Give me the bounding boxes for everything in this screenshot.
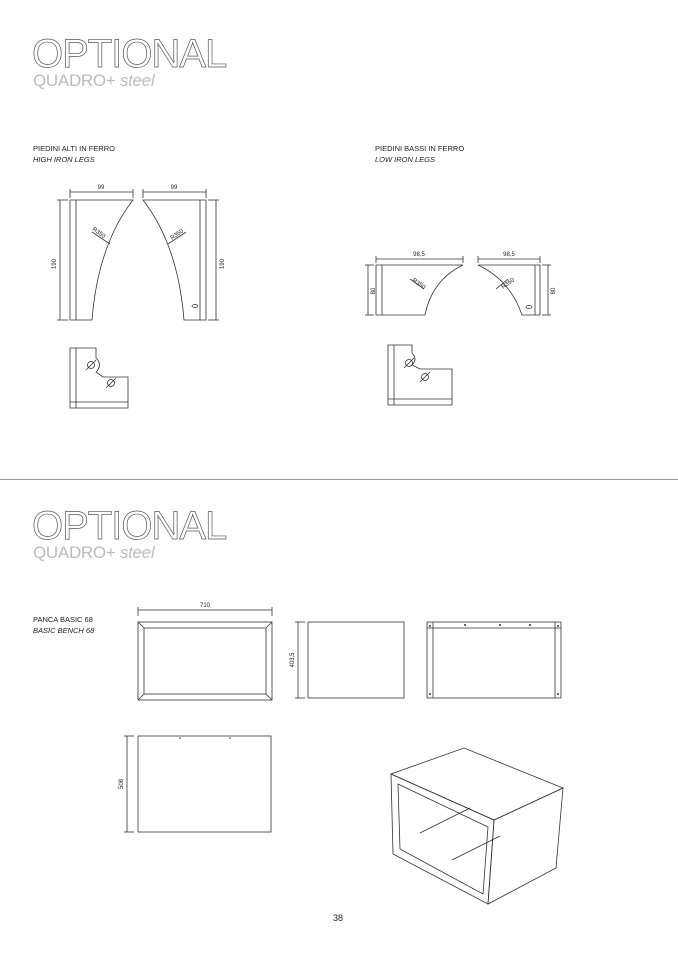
bench-height-label: 403,5 [290,652,296,668]
bench-side-view [308,622,404,698]
bench-back-view [427,622,561,698]
bench-front-view [138,622,272,700]
high-legs-label [33,143,115,165]
page-divider [0,479,678,480]
high-legs-label-en: HIGH IRON LEGS [33,155,95,164]
section-1-title: OPTIONAL [32,32,227,76]
section-2-subtitle-main: QUADRO+ [33,543,116,562]
high-leg-left-height: 190 [52,258,58,270]
low-legs-label [375,143,464,165]
low-leg-right-width: 98,5 [503,252,515,258]
high-leg-right-shape [143,200,206,320]
bench-depth-label: 508 [119,778,125,790]
low-leg-right-shape [478,265,540,315]
low-leg-left-height: 80 [371,287,377,295]
high-leg-plate [70,348,128,408]
low-leg-right-height: 80 [551,287,557,295]
high-leg-right-width: 99 [170,185,178,191]
section-1-subtitle-italic: steel [119,71,155,90]
page-number: 38 [333,913,344,923]
section-1-subtitle-main: QUADRO+ [33,71,116,90]
bench-iso-front [391,774,494,904]
low-leg-left-shape [376,265,463,315]
high-leg-right-radius: R350 [169,228,185,242]
high-legs-drawing [0,180,340,415]
high-leg-left-radius: R350 [90,226,107,240]
high-leg-left-shape [70,200,133,320]
low-leg-right-radius: R350 [500,277,516,291]
bench-label-it: PANCA BASIC 68 [33,615,93,624]
bench-iso-top [391,748,563,820]
low-leg-left-radius: R350 [410,277,427,291]
low-legs-label-it: PIEDINI BASSI IN FERRO [375,144,465,153]
bench-drawing [0,598,678,908]
bench-width-label: 710 [199,603,211,609]
bench-iso-side [488,788,563,904]
low-leg-left-width: 98,5 [413,252,425,258]
low-leg-plate [388,345,452,405]
section-2-subtitle-italic: steel [119,543,155,562]
high-leg-right-height: 190 [220,258,226,270]
section-2-title: OPTIONAL [32,504,227,548]
section-2-subtitle [33,544,154,561]
low-legs-label-en: LOW IRON LEGS [375,155,436,164]
bench-top-view [138,736,271,832]
low-legs-drawing [340,245,678,410]
high-legs-label-it: PIEDINI ALTI IN FERRO [33,144,115,153]
section-1-subtitle [33,72,154,89]
high-leg-left-width: 99 [97,185,105,191]
bench-label-en: BASIC BENCH 68 [33,626,95,635]
